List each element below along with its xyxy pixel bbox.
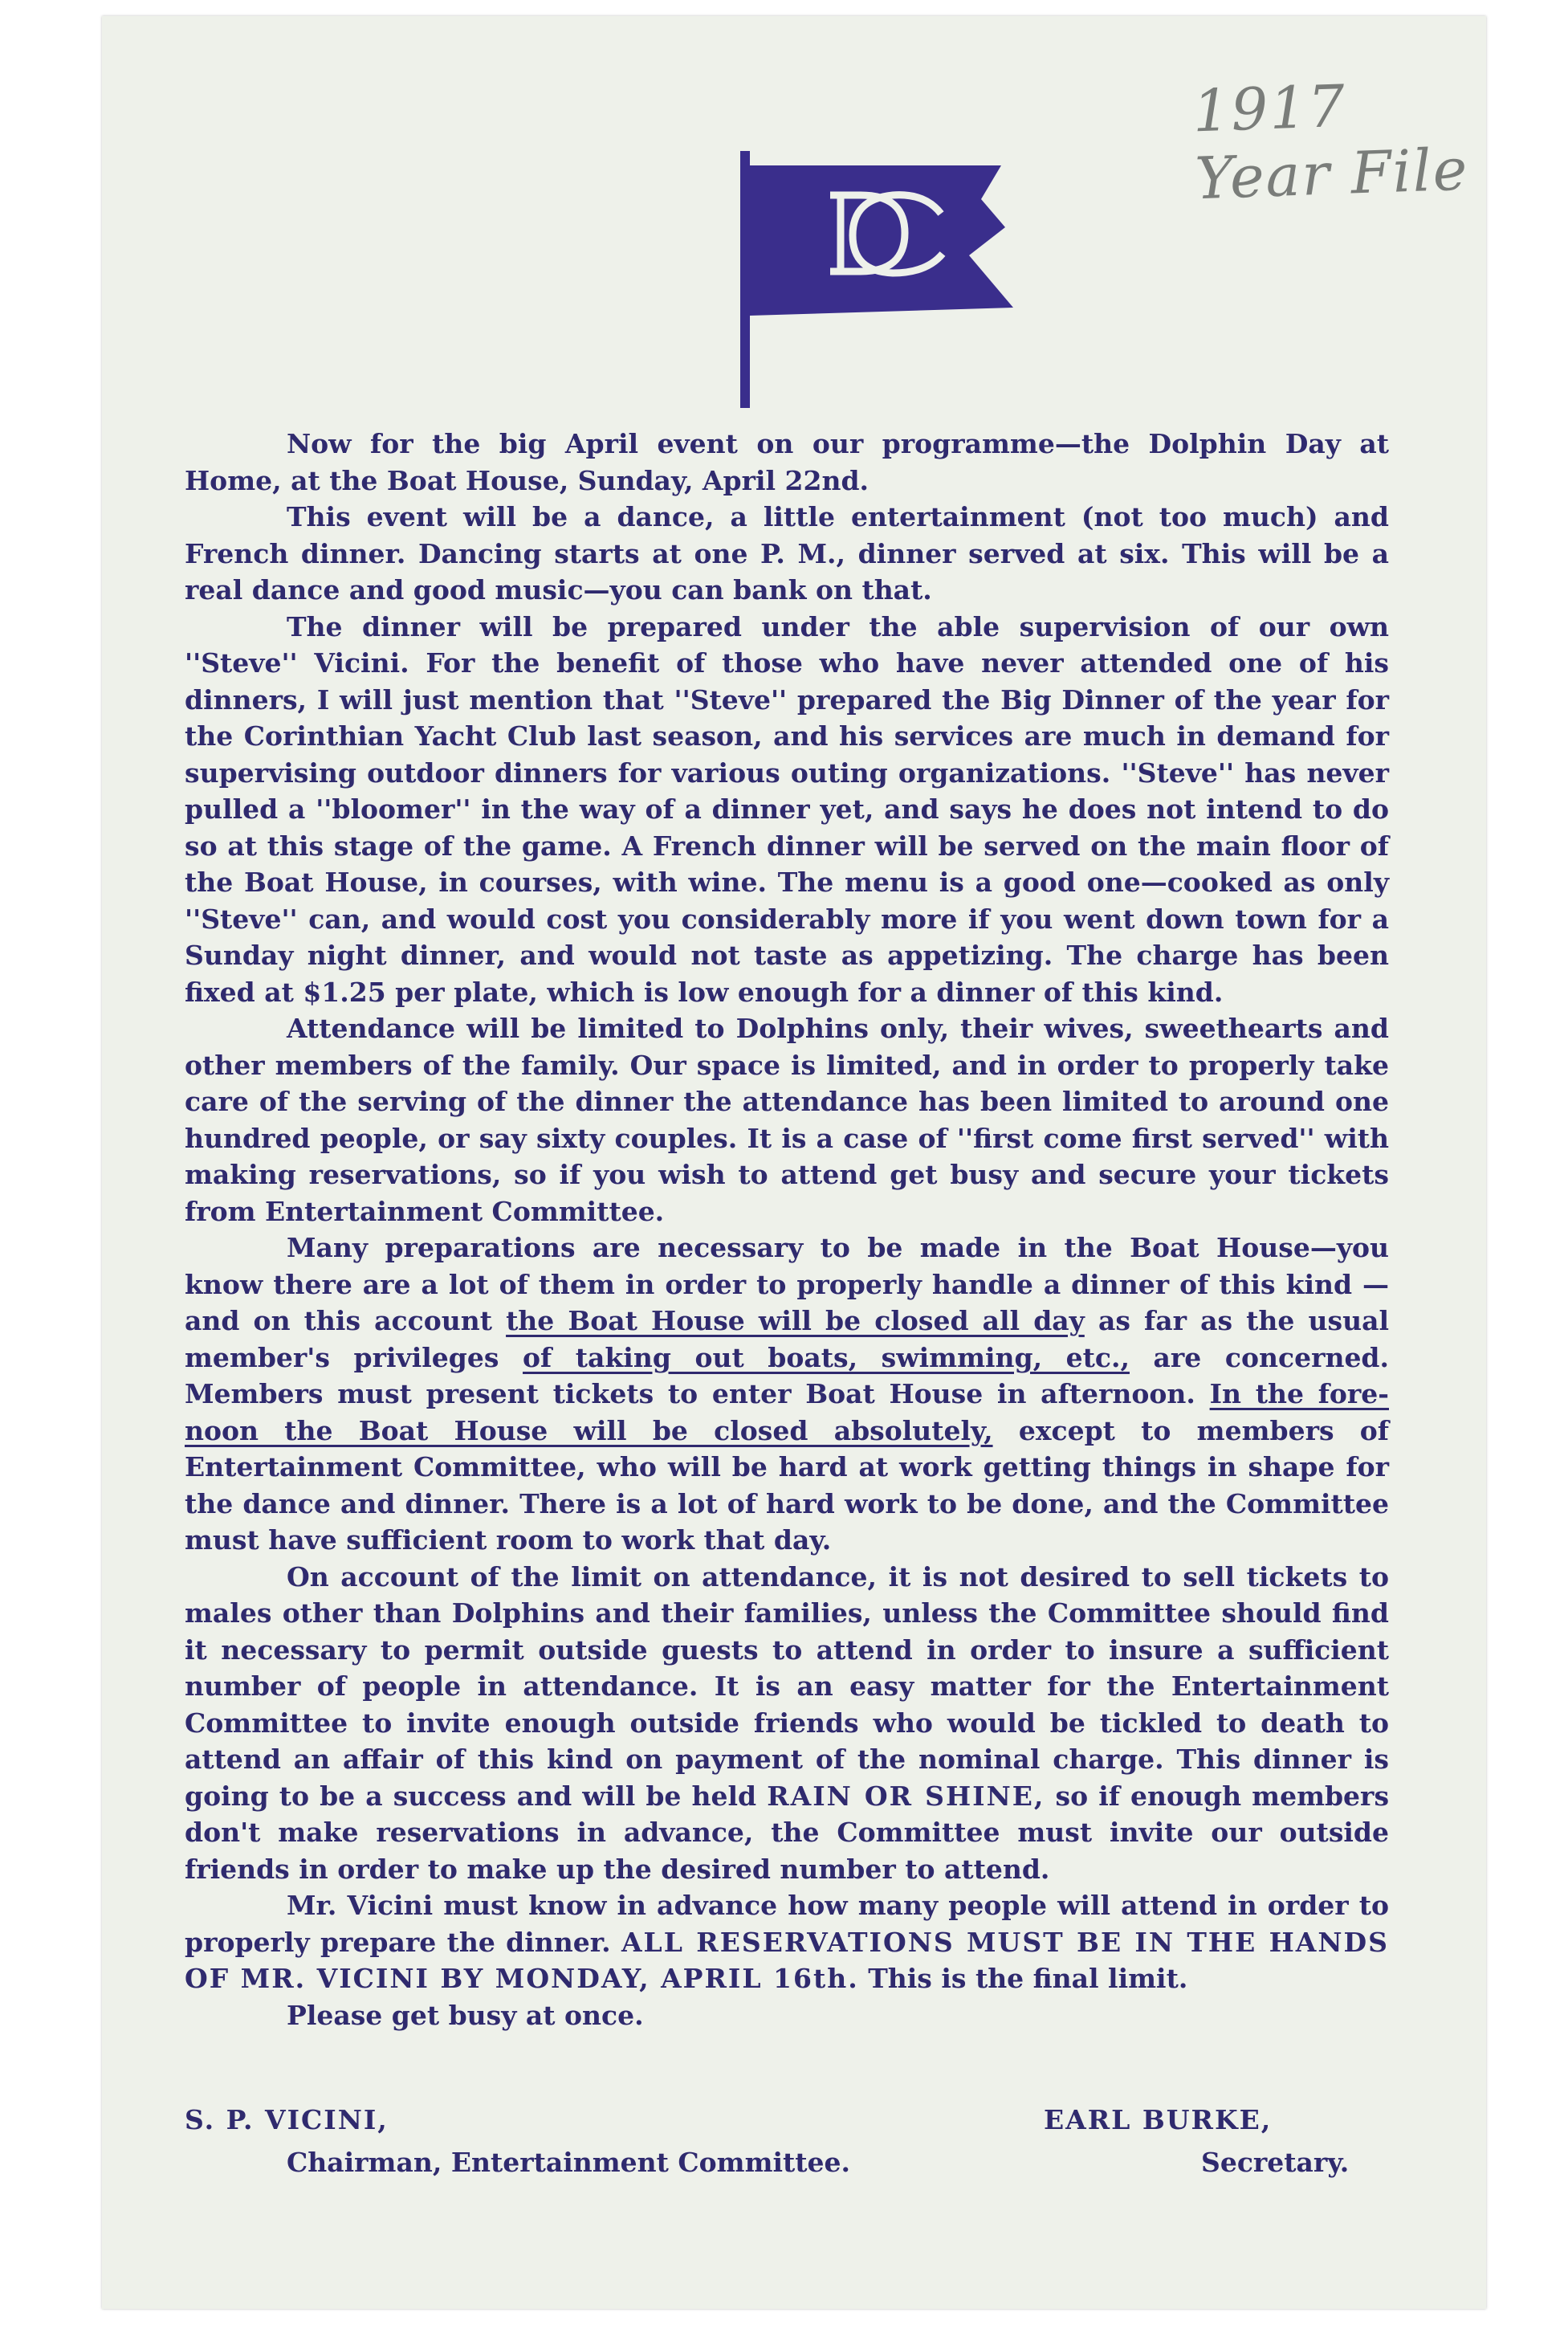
signature-left-title: Chairman, Entertainment Committee. [287,2147,851,2178]
underlined-privileges: of taking out boats, swimming, etc., [523,1341,1130,1373]
closing-line: Please get busy at once. [287,1999,644,2031]
paragraph-attendance: Attendance will be limited to Dolphins only, their wives, sweethearts and other members of the family. Our space is limited, and in order to properly take care of the serving of the dinner the attendance has been limited to around one hundred people, or say sixty couples. It is a case of ''first come first served'' with making reservations, so if you wish to attend get busy and secure your tickets from Entertainment Committee. [185,1013,1389,1227]
letter-body [185,426,1389,2033]
paragraph-intro: Now for the big April event on our programme—the Dolphin Day at Home, at the Boat House, Sunday, April 22nd. [185,428,1389,496]
reservation-deadline-text: ALL RESERVATIONS MUST BE IN THE HANDS OF MR. VICINI BY MONDAY, APRIL 16th. [185,1926,1389,1994]
club-flag-logo [740,151,1037,416]
paragraph-dinner: The dinner will be prepared under the able supervision of our own ''Steve'' Vicini. For the benefit of those who have never attended one of his dinners, I will just mention that ''Steve'' prepared the Big Dinner of the year for the Corinthian Yacht Club last season, and his services are much in demand for supervising outdoor dinners for various outing organizations. ''Steve'' has never pulled a ''bloomer'' in the way of a dinner yet, and says he does not intend to do so at this stage of the game. A French dinner will be served on the main floor of the Boat House, in courses, with wine. The menu is a good one—cooked as only ''Steve'' can, and would cost you considerably more if you went down town for a Sunday night dinner, and would not taste as appetizing. The charge has been fixed at $1.25 per plate, which is low enough for a dinner of this kind. [185,610,1389,1008]
paragraph-preparations: Many preparations are necessary to be made in the Boat House—you know there are a lot of them in order to properly handle a dinner of this kind —and on this account the Boat House will be closed all day as far as the usual member's privileges of taking out boats, swimming, etc., are concerned. Members must present tickets to enter Boat House in afternoon. In the fore-noon the Boat House will be closed absolutely, except to members of Entertainment Committee, who will be hard at work getting things in shape for the dance and dinner. There is a lot of hard work to be done, and the Committee must have sufficient room to work that day. [185,1232,1390,1556]
paragraph-reservations: Mr. Vicini must know in advance how many people will attend in order to properly prepare the dinner. ALL RESERVATIONS MUST BE IN THE HANDS OF MR. VICINI BY MONDAY, APRIL 16th. This is the final limit. [185,1890,1389,1994]
signature-right-title: Secretary. [1201,2147,1350,2178]
paragraph-event: This event will be a dance, a little entertainment (not too much) and French dinner. Dancing starts at one P. M., dinner served at six. This will be a real dance and good music—you can bank on that. [185,501,1389,606]
signature-left-name: S. P. VICINI, [185,2104,389,2135]
signature-right-name: EARL BURKE, [1044,2104,1273,2135]
rain-or-shine-text: RAIN OR SHINE, [767,1780,1045,1812]
flag-icon [740,151,1037,416]
handwritten-annotation: 1917 Year File [1191,71,1470,213]
underlined-forenoon-closed: In the fore-noon the Boat House will be closed absolutely, [185,1378,1389,1446]
paragraph-limit: On account of the limit on attendance, it is not desired to sell tickets to males other than Dolphins and their families, unless the Committee should find it necessary to permit outside guests to attend in order to insure a sufficient number of people in attendance. It is an easy matter for the Entertainment Committee to invite enough outside friends who would be tickled to death to attend an affair of this kind on payment of the nominal charge. This dinner is going to be a success and will be held RAIN OR SHINE, so if enough members don't make reservations in advance, the Committee must invite our outside friends in order to make up the desired number to attend. [185,1560,1390,1885]
underlined-closed-all-day: the Boat House will be closed all day [506,1305,1085,1336]
